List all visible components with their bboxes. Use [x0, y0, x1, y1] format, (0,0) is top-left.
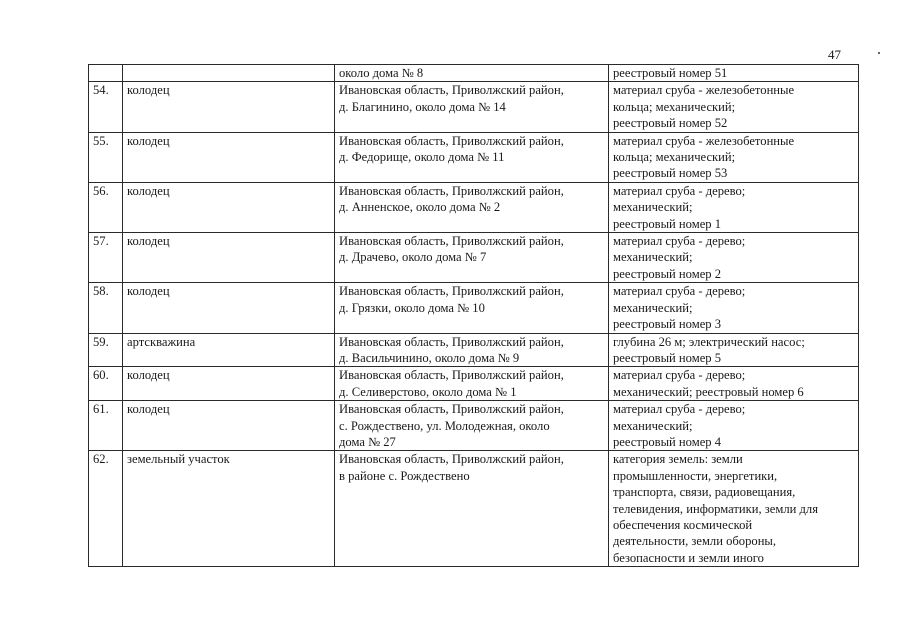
table-row: [89, 451, 859, 567]
object-name: колодец: [123, 132, 335, 182]
table-row: [89, 401, 859, 451]
table-row: [89, 182, 859, 232]
row-number: 60.: [89, 367, 123, 401]
row-number: [89, 65, 123, 82]
object-name: земельный участок: [123, 451, 335, 567]
table-row: [89, 283, 859, 333]
object-name: колодец: [123, 283, 335, 333]
page-number: 47: [828, 47, 841, 62]
object-name: колодец: [123, 233, 335, 283]
object-address: Ивановская область, Приволжский район, д. Драчево, около дома № 7: [335, 233, 609, 283]
row-number: 56.: [89, 182, 123, 232]
table-row: [89, 333, 859, 367]
table-row: [89, 132, 859, 182]
object-name: колодец: [123, 82, 335, 132]
object-description: материал сруба - дерево; механический; реестровый номер 2: [609, 233, 859, 283]
object-address: Ивановская область, Приволжский район, д. Селиверстово, около дома № 1: [335, 367, 609, 401]
object-address: Ивановская область, Приволжский район, д. Васильчинино, около дома № 9: [335, 333, 609, 367]
table-row: [89, 65, 859, 82]
object-address: Ивановская область, Приволжский район, с. Рождествено, ул. Молодежная, около дома № 27: [335, 401, 609, 451]
row-number: 58.: [89, 283, 123, 333]
registry-table: [88, 64, 859, 567]
object-address: Ивановская область, Приволжский район, д. Федорище, около дома № 11: [335, 132, 609, 182]
object-address: Ивановская область, Приволжский район, в районе с. Рождествено: [335, 451, 609, 567]
object-description: материал сруба - дерево; механический; реестровый номер 4: [609, 401, 859, 451]
object-name: колодец: [123, 367, 335, 401]
object-address: Ивановская область, Приволжский район, д. Анненское, около дома № 2: [335, 182, 609, 232]
row-number: 54.: [89, 82, 123, 132]
object-address: около дома № 8: [335, 65, 609, 82]
row-number: 59.: [89, 333, 123, 367]
object-name: артскважина: [123, 333, 335, 367]
object-description: материал сруба - железобетонные кольца; механический; реестровый номер 53: [609, 132, 859, 182]
object-description: материал сруба - железобетонные кольца; механический; реестровый номер 52: [609, 82, 859, 132]
row-number: 62.: [89, 451, 123, 567]
table-row: [89, 367, 859, 401]
object-name: колодец: [123, 401, 335, 451]
object-description: глубина 26 м; электрический насос; реестровый номер 5: [609, 333, 859, 367]
row-number: 57.: [89, 233, 123, 283]
object-address: Ивановская область, Приволжский район, д. Благинино, около дома № 14: [335, 82, 609, 132]
object-description: категория земель: земли промышленности, энергетики, транспорта, связи, радиовещания, телевидения, информатики, земли для обеспечения космической деятельности, земли обороны, безопасности и земли иного: [609, 451, 859, 567]
object-name: колодец: [123, 182, 335, 232]
object-description: материал сруба - дерево; механический; реестровый номер 3: [609, 283, 859, 333]
row-number: 55.: [89, 132, 123, 182]
row-number: 61.: [89, 401, 123, 451]
object-address: Ивановская область, Приволжский район, д. Грязки, около дома № 10: [335, 283, 609, 333]
object-description: реестровый номер 51: [609, 65, 859, 82]
table-row: [89, 82, 859, 132]
scan-speck: [878, 52, 880, 54]
object-description: материал сруба - дерево; механический; реестровый номер 6: [609, 367, 859, 401]
table-row: [89, 233, 859, 283]
object-description: материал сруба - дерево; механический; реестровый номер 1: [609, 182, 859, 232]
object-name: [123, 65, 335, 82]
